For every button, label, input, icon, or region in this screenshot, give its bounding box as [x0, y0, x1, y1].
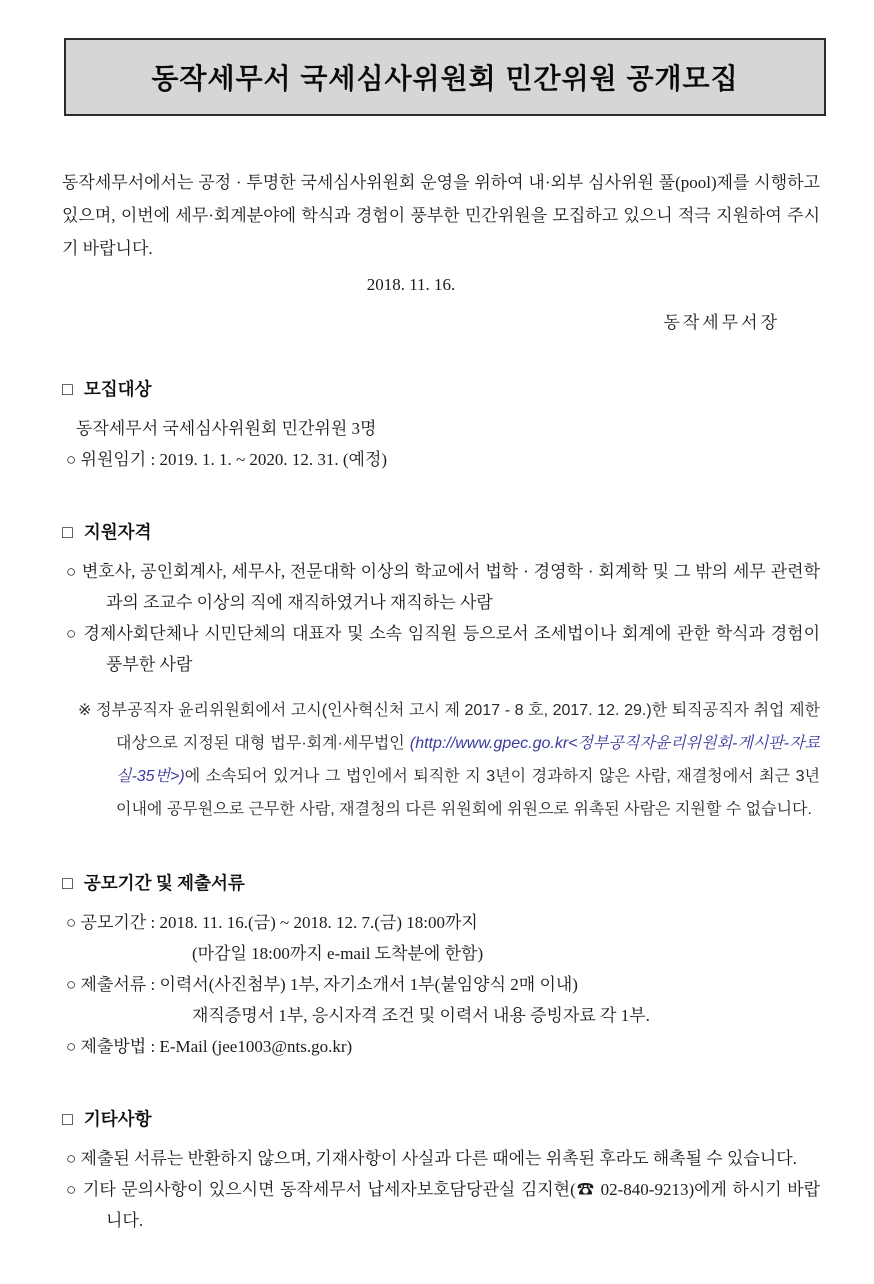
reference-mark-icon: ※ — [78, 702, 92, 719]
circle-bullet-icon: ○ — [66, 562, 77, 581]
list-item-text: 변호사, 공인회계사, 세무사, 전문대학 이상의 학교에서 법학 · 경영학 · 회계학 및 그 밖의 세무 관련학과의 조교수 이상의 직에 재직하였거나 재직하는 사람 — [81, 562, 821, 612]
list-item-text: 제출된 서류는 반환하지 않으며, 기재사항이 사실과 다른 때에는 위촉된 후라도 해촉될 수 있습니다. — [80, 1149, 797, 1168]
restriction-note — [78, 694, 820, 826]
document-title: 동작세무서 국세심사위원회 민간위원 공개모집 — [151, 63, 739, 94]
square-bullet-icon: □ — [62, 873, 73, 893]
section-application-period-documents — [62, 868, 820, 1062]
section-eligibility — [62, 517, 820, 826]
list-item-text: 동작세무서 국세심사위원회 민간위원 3명 — [76, 419, 377, 438]
square-bullet-icon: □ — [62, 1109, 73, 1129]
intro-paragraph: 동작세무서에서는 공정 · 투명한 국세심사위원회 운영을 위하여 내·외부 심사위원 풀(pool)제를 시행하고 있으며, 이번에 세무·회계분야에 학식과 경험이 풍부한 민간위원을 모집하고 있으니 적극 지원하여 주시기 바랍니다. — [62, 173, 820, 258]
section-heading — [62, 1104, 820, 1134]
list-item — [66, 1174, 820, 1236]
section-heading-label: 모집대상 — [83, 379, 152, 399]
note-text-after-link: 에 소속되어 있거나 그 법인에서 퇴직한 지 3년이 경과하지 않은 사람, 재결청에서 최근 3년 이내에 공무원으로 근무한 사람, 재결청의 다른 위원회에 위원으로 위촉된 사람은 지원할 수 없습니다. — [116, 768, 820, 818]
circle-bullet-icon: ○ — [66, 913, 77, 932]
list-item — [66, 1031, 820, 1062]
square-bullet-icon: □ — [62, 379, 73, 399]
section-heading-label: 기타사항 — [83, 1109, 152, 1129]
section-other-notes — [62, 1104, 820, 1236]
section-recruitment-target — [62, 374, 820, 475]
square-bullet-icon: □ — [62, 522, 73, 542]
list-item — [66, 444, 820, 475]
list-item-continuation: (마감일 18:00까지 e-mail 도착분에 한함) — [192, 944, 484, 963]
list-item — [66, 413, 820, 444]
circle-bullet-icon: ○ — [66, 1180, 78, 1199]
list-item — [66, 618, 820, 680]
notice-date: 2018. 11. 16. — [366, 275, 456, 294]
section-heading — [62, 374, 820, 404]
list-item-text: 제출방법 : E-Mail (jee1003@nts.go.kr) — [80, 1037, 353, 1056]
list-item-text: 위원임기 : 2019. 1. 1. ~ 2020. 12. 31. (예정) — [80, 450, 388, 469]
document-title-box — [64, 38, 826, 116]
section-heading-label: 공모기간 및 제출서류 — [83, 873, 245, 893]
list-item — [66, 556, 820, 618]
list-item-text: 경제사회단체나 시민단체의 대표자 및 소속 임직원 등으로서 조세법이나 회계에 관한 학식과 경험이 풍부한 사람 — [83, 624, 820, 674]
gpec-url-text: (http://www.gpec.go.kr<정부공직자윤리위원회-게시판-자료실-35번>) — [116, 735, 820, 785]
circle-bullet-icon: ○ — [66, 1037, 77, 1056]
circle-bullet-icon: ○ — [66, 624, 78, 643]
circle-bullet-icon: ○ — [66, 1149, 77, 1168]
circle-bullet-icon: ○ — [66, 975, 77, 994]
list-item-text: 제출서류 : 이력서(사진첨부) 1부, 자기소개서 1부(붙임양식 2매 이내) — [80, 975, 578, 994]
document-page — [0, 38, 874, 1284]
section-heading-label: 지원자격 — [83, 522, 152, 542]
section-heading — [62, 868, 820, 898]
circle-bullet-icon: ○ — [66, 450, 77, 469]
issuer-signature: 동작세무서장 — [663, 313, 780, 332]
list-item — [66, 1143, 820, 1174]
list-item — [66, 907, 820, 938]
list-item — [66, 969, 820, 1000]
note-text-before-link: 정부공직자 윤리위원회에서 고시(인사혁신처 고시 제 2017 - 8 호, 2017. 12. 29.)한 퇴직공직자 취업 제한대상으로 지정된 대형 법무·회계·세무법인 — [96, 702, 821, 752]
section-heading — [62, 517, 820, 547]
list-item-text: 공모기간 : 2018. 11. 16.(금) ~ 2018. 12. 7.(금) 18:00까지 — [80, 913, 478, 932]
list-item-continuation: 재직증명서 1부, 응시자격 조건 및 이력서 내용 증빙자료 각 1부. — [192, 1006, 650, 1025]
list-item-text: 기타 문의사항이 있으시면 동작세무서 납세자보호담당관실 김지현(☎ 02-840-9213)에게 하시기 바랍니다. — [82, 1180, 820, 1230]
